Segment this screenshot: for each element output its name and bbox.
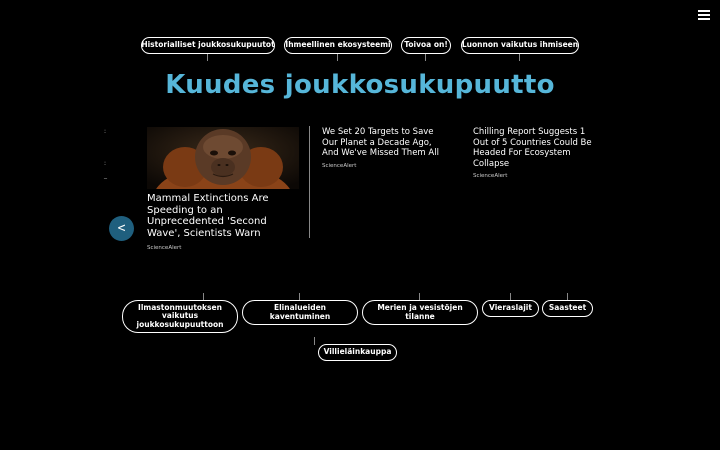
- connector: [567, 293, 568, 300]
- topic-historialliset[interactable]: Historialliset joukkosukupuutot: [141, 37, 275, 54]
- article-source: ScienceAlert: [473, 173, 508, 179]
- article-title: Chilling Report Suggests 1 Out of 5 Countries Could Be Headed For Ecosystem Collapse: [473, 127, 592, 169]
- carousel-prev-button[interactable]: [109, 216, 134, 241]
- topic-ekosysteemi[interactable]: Ihmeellinen ekosysteemi: [284, 37, 392, 54]
- carousel-edge-mark: _: [104, 172, 107, 179]
- connector: [419, 293, 420, 300]
- article-divider: [309, 126, 310, 238]
- page-title: Kuudes joukkosukupuutto: [165, 70, 555, 100]
- carousel-edge-mark: :: [104, 128, 107, 135]
- topic-vieraslajit[interactable]: Vieraslajit: [482, 300, 539, 317]
- orangutan-image[interactable]: [147, 127, 299, 189]
- connector: [425, 54, 426, 61]
- connector: [207, 54, 208, 61]
- topic-elinalueet[interactable]: Elinalueiden kaventuminen: [242, 300, 358, 325]
- hamburger-menu-icon[interactable]: [698, 10, 710, 21]
- connector: [510, 293, 511, 300]
- connector: [299, 293, 300, 300]
- article-title: Mammal Extinctions Are Speeding to an Unprecedented 'Second Wave', Scientists Warn: [147, 193, 269, 239]
- carousel-article[interactable]: [322, 127, 442, 169]
- carousel-edge-mark: :: [104, 160, 107, 167]
- carousel-article[interactable]: [473, 127, 601, 179]
- connector: [314, 337, 315, 345]
- connector: [519, 54, 520, 61]
- chevron-left-icon: <: [117, 221, 126, 236]
- article-title: We Set 20 Targets to Save Our Planet a Decade Ago, And We've Missed Them All: [322, 127, 439, 158]
- topic-meret-vesistot[interactable]: Merien ja vesistöjen tilanne: [362, 300, 478, 325]
- topic-villielainkauppa[interactable]: Villieläinkauppa: [318, 344, 397, 361]
- topic-toivoa[interactable]: Toivoa on!: [401, 37, 451, 54]
- connector: [337, 54, 338, 61]
- article-source: ScienceAlert: [147, 245, 182, 251]
- article-source: ScienceAlert: [322, 162, 357, 169]
- topic-ilmastonmuutos[interactable]: Ilmastonmuutoksen vaikutus joukkosukupuuttoon: [122, 300, 238, 333]
- topic-saasteet[interactable]: Saasteet: [542, 300, 593, 317]
- topic-luonnon-vaikutus[interactable]: Luonnon vaikutus ihmiseen: [461, 37, 579, 54]
- carousel-main-article[interactable]: [147, 193, 299, 251]
